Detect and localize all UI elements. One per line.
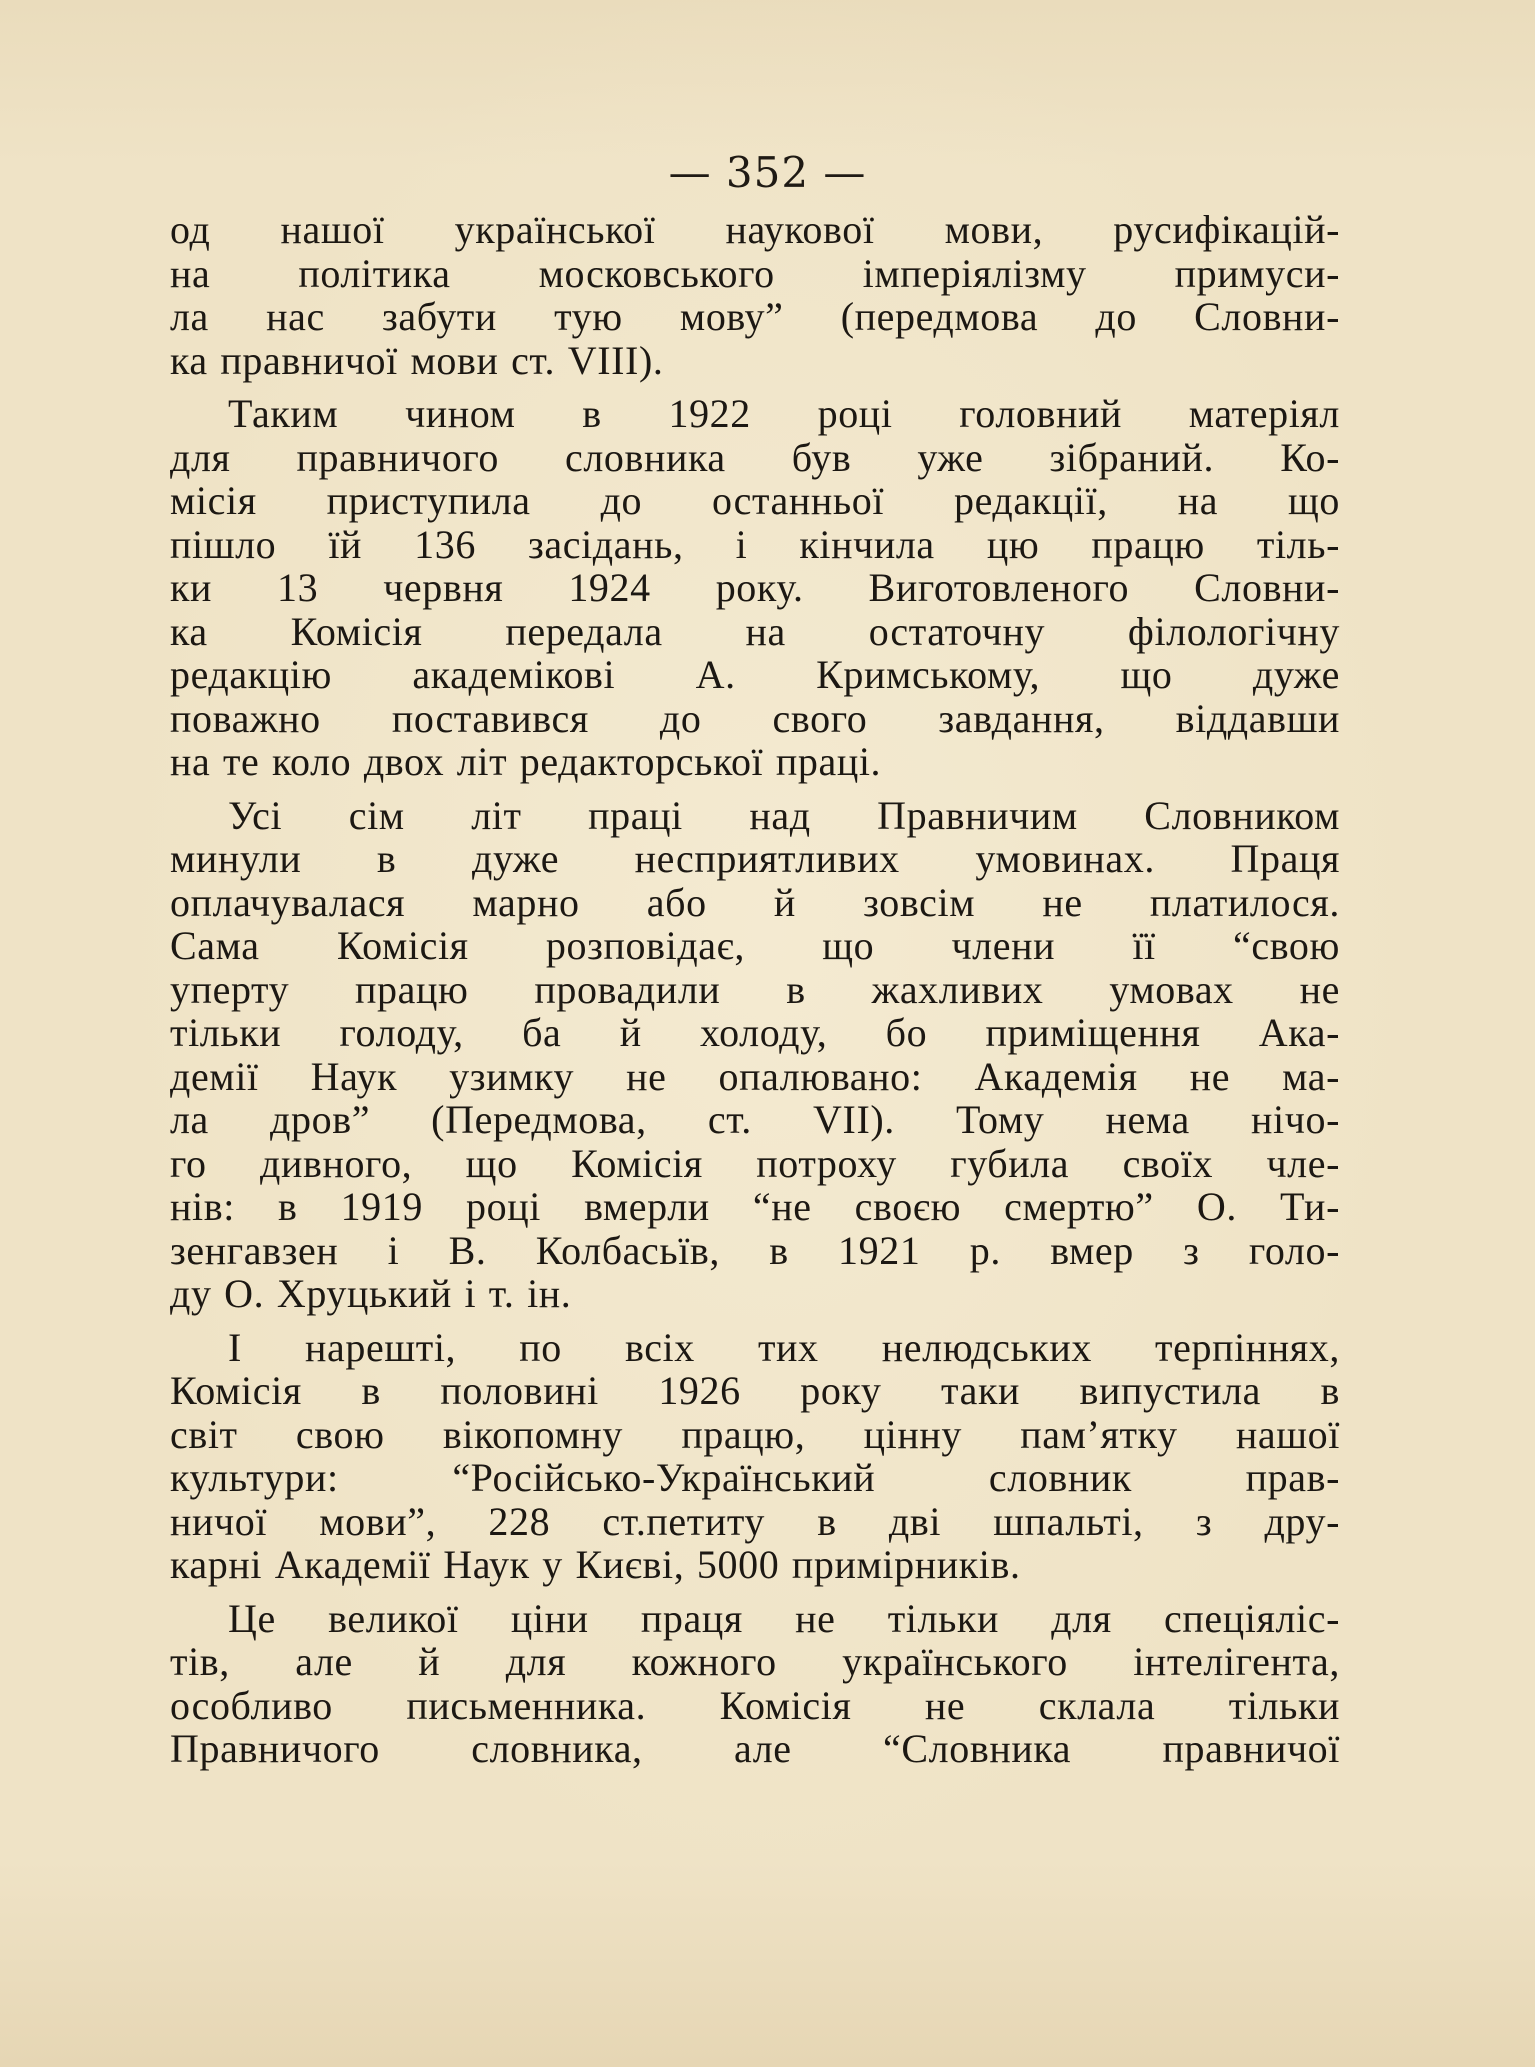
text-line: демії Наук узимку не опалювано: Академія не ма- — [170, 1053, 1340, 1099]
text-line: Усі сім літ праці над Правничим Словником — [228, 792, 1340, 838]
text-line: уперту працю провадили в жахливих умовах не — [170, 966, 1340, 1012]
text-line: місія приступила до останньої редакції, на що — [170, 478, 1340, 523]
text-line: на те коло двох літ редакторської праці. — [170, 739, 882, 784]
body-text — [170, 208, 1340, 1771]
text-line: ки 13 червня 1924 року. Виготовленого Словни- — [170, 565, 1340, 610]
text-line: ничої мови”, 228 ст.петиту в дві шпальті, з дру- — [170, 1498, 1340, 1544]
text-line: зенгавзен і В. Колбасьїв, в 1921 р. вмер з голо- — [170, 1227, 1340, 1273]
text-line: пішло їй 136 засідань, і кінчила цю працю тіль- — [170, 521, 1340, 567]
text-line: тів, але й для кожного українського інтелігента, — [170, 1639, 1340, 1684]
text-line: для правничого словника був уже зібраний. Ко- — [170, 434, 1340, 480]
text-line: тільки голоду, ба й холоду, бо приміщення Ака- — [170, 1010, 1340, 1055]
paragraph-gap — [170, 1587, 1340, 1597]
text-line: культури: “Російсько-Український словник прав- — [170, 1455, 1340, 1500]
text-line: Таким чином в 1922 році головний матеріял — [228, 391, 1340, 436]
text-line: карні Академії Наук у Києві, 5000 примірників. — [170, 1542, 1021, 1587]
text-line: поважно поставився до свого завдання, віддавши — [170, 695, 1340, 741]
text-line: редакцію академікові А. Кримському, що дуже — [170, 652, 1340, 697]
text-line: ла нас забути тую мову” (передмова до Словни- — [170, 294, 1340, 339]
text-line: ла дров” (Передмова, ст. VII). Тому нема нічо- — [170, 1097, 1340, 1142]
text-line: на політика московського імперіялізму примуси- — [170, 250, 1340, 296]
text-line: особливо письменника. Комісія не склала тільки — [170, 1682, 1340, 1728]
text-line: І нарешті, по всіх тих нелюдських терпіннях, — [228, 1324, 1340, 1370]
text-line: ка правничої мови ст. VIII). — [170, 337, 664, 383]
text-line: нів: в 1919 році вмерли “не своєю смертю” О. Ти- — [170, 1184, 1340, 1229]
text-line: минули в дуже несприятливих умовинах. Праця — [170, 836, 1340, 881]
text-line: світ свою вікопомну працю, цінну пам’ятку нашої — [170, 1411, 1340, 1457]
text-line: Комісія в половині 1926 року таки випустила в — [170, 1368, 1340, 1413]
text-line: ду О. Хруцький і т. ін. — [170, 1271, 572, 1316]
text-line: ка Комісія передала на остаточну філологічну — [170, 608, 1340, 654]
text-line: Це великої ціни праця не тільки для спеціяліс- — [228, 1595, 1340, 1641]
text-line: го дивного, що Комісія потроху губила своїх чле- — [170, 1140, 1340, 1186]
text-line: од нашої української наукової мови, русифікацій- — [170, 207, 1340, 252]
page-number: — 352 — — [668, 148, 867, 197]
text-line: Правничого словника, але “Словника правничої — [170, 1726, 1340, 1771]
paragraph-gap — [170, 784, 1340, 794]
text-line: Сама Комісія розповідає, що члени її “свою — [170, 923, 1340, 968]
paragraph-gap — [170, 1316, 1340, 1326]
text-line: оплачувалася марно або й зовсім не платилося. — [170, 879, 1340, 925]
